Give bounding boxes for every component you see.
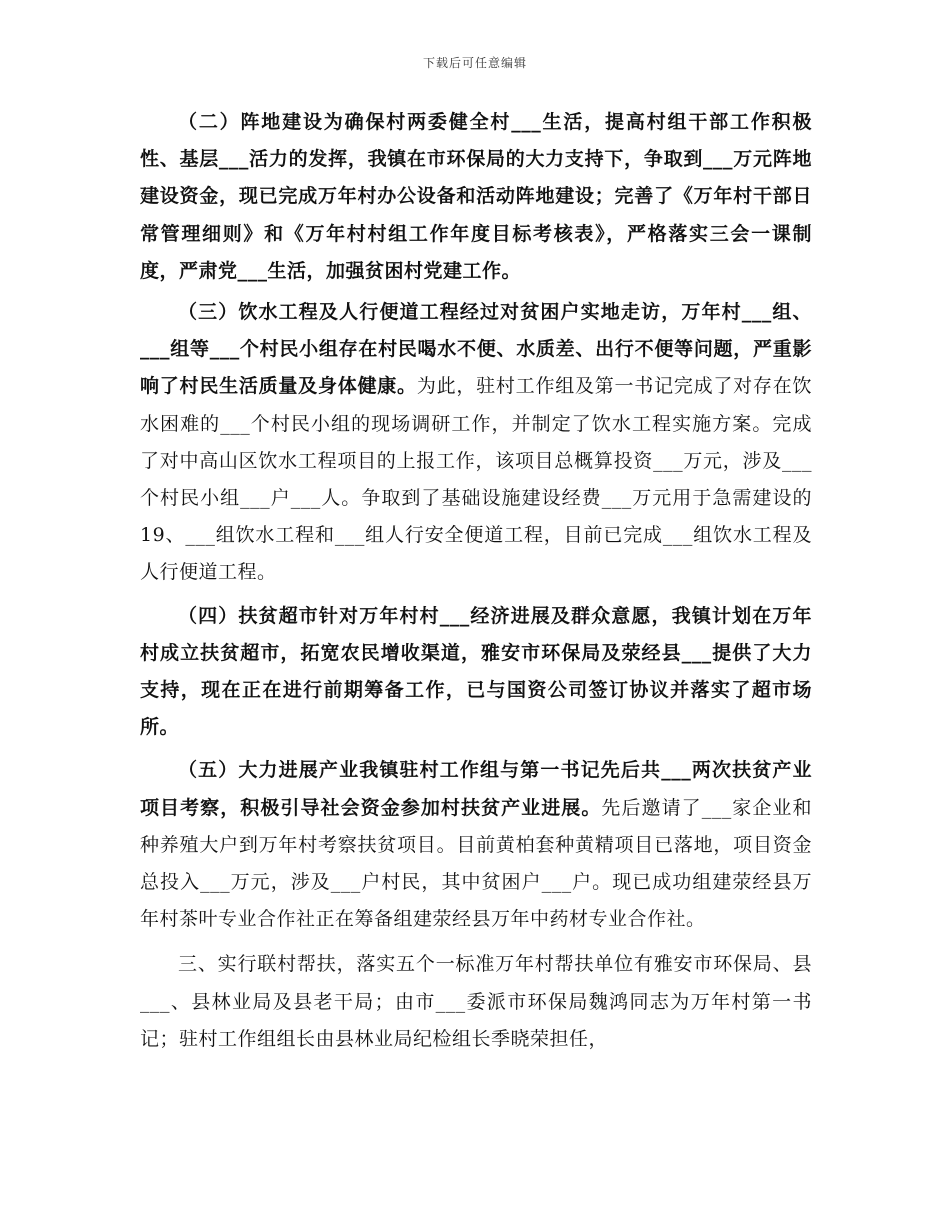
paragraph-position-construction: （二）阵地建设为确保村两委健全村___生活，提高村组干部工作积极性、基层___活力的发挥，我镇在市环保局的大力支持下，争取到___万元阵地建设资金，现已完成万年村办公设备和活动阵地建设；完善了《万年村干部日常管理细则》和《万年村村组工作年度目标考核表》，严格落实三会一课制度，严肃党___生活，加强贫困村党建工作。	[140, 111, 812, 282]
paragraph-industry-body: 先后邀请了___家企业和种养殖大户到万年村考察扶贫项目。目前黄柏套种黄精项目已落地，项目资金总投入___万元，涉及___户村民，其中贫困户___户。现已成功组建荥经县万年村茶叶专业合作社正在筹备组建荥经县万年中药材专业合作社。	[140, 796, 812, 931]
paragraph-poverty-supermarket: （四）扶贫超市针对万年村村___经济进展及群众意愿，我镇计划在万年村成立扶贫超市，拓宽农民增收渠道，雅安市环保局及荥经县___提供了大力支持，现在正在进行前期筹备工作，已与国资公司签订协议并落实了超市场所。	[140, 604, 812, 739]
paragraph-water-project-body: 为此，驻村工作组及第一书记完成了对存在饮水困难的___个村民小组的现场调研工作，并制定了饮水工程实施方案。完成了对中高山区饮水工程项目的上报工作，该项目总概算投资___万元，涉及___个村民小组___户___人。争取到了基础设施建设经费___万元用于急需建设的19、___组饮水工程和___组人行安全便道工程，目前已完成___组饮水工程及人行便道工程。	[140, 375, 812, 584]
paragraph-industry-development	[140, 752, 812, 938]
paragraph-water-project-lead: （三）饮水工程及人行便道工程经过对贫困户实地走访，万年村___组、___组等___个村民小组存在村民喝水不便、水质差、出行不便等问题，严重影响了村民生活质量及身体健康。	[140, 301, 812, 398]
paragraph-village-assistance: 三、实行联村帮扶，落实五个一标准万年村帮扶单位有雅安市环保局、县___、县林业局及县老干局；由市___委派市环保局魏鸿同志为万年村第一书记；驻村工作组组长由县林业局纪检组长季晓荣担任，	[140, 953, 812, 1050]
paragraph-water-project	[140, 294, 812, 592]
paragraph-industry-lead: （五）大力进展产业我镇驻村工作组与第一书记先后共___两次扶贫产业项目考察，积极引导社会资金参加村扶贫产业进展。	[140, 759, 812, 819]
document-body	[140, 104, 812, 1058]
page-header-note: 下载后可任意编辑	[422, 56, 527, 70]
